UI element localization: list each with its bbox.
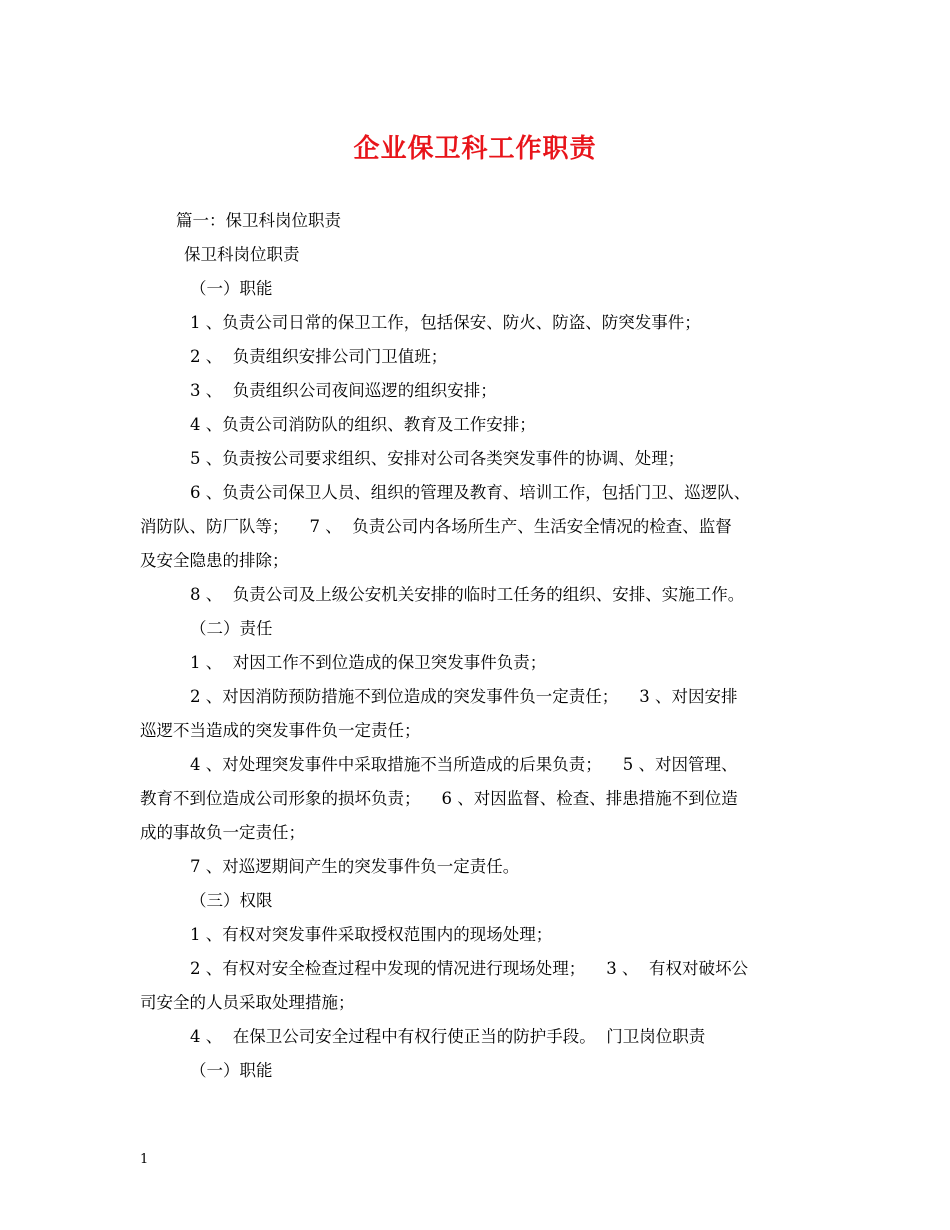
paragraph: 5 、负责按公司要求组织、安排对公司各类突发事件的协调、处理；	[190, 449, 685, 468]
paragraph-line: 司安全的人员采取处理措施；	[140, 993, 355, 1012]
paragraph: 8 、 负责公司及上级公安机关安排的临时工任务的组织、安排、实施工作。	[190, 585, 745, 604]
page-number: 1	[140, 1152, 149, 1167]
paragraph: 4 、 在保卫公司安全过程中有权行使正当的防护手段。 门卫岗位职责	[190, 1027, 706, 1046]
paragraph: 3 、 负责组织公司夜间巡逻的组织安排；	[190, 381, 497, 400]
document-title: 企业保卫科工作职责	[353, 134, 597, 164]
paragraph-line: 2 、对因消防预防措施不到位造成的突发事件负一定责任； 3 、对因安排	[190, 687, 738, 706]
paragraph: 1 、有权对突发事件采取授权范围内的现场处理；	[190, 925, 553, 944]
paragraph: 1 、负责公司日常的保卫工作，包括保安、防火、防盗、防突发事件；	[190, 313, 701, 332]
paragraph: （二）责任	[190, 619, 273, 638]
paragraph	[140, 748, 820, 850]
document-body	[140, 204, 820, 1088]
paragraph: 1 、 对因工作不到位造成的保卫突发事件负责；	[190, 653, 547, 672]
paragraph: （一）职能	[190, 279, 273, 298]
paragraph: （一）职能	[190, 1061, 273, 1080]
paragraph	[140, 476, 820, 578]
paragraph: 7 、对巡逻期间产生的突发事件负一定责任。	[190, 857, 520, 876]
paragraph-line: 6 、负责公司保卫人员、组织的管理及教育、培训工作，包括门卫、巡逻队、	[190, 483, 751, 502]
paragraph	[140, 680, 820, 748]
paragraph: 2 、 负责组织安排公司门卫值班；	[190, 347, 448, 366]
paragraph-line: 巡逻不当造成的突发事件负一定责任；	[140, 721, 421, 740]
paragraph-line: 教育不到位造成公司形象的损坏负责； 6 、对因监督、检查、排患措施不到位造	[140, 789, 738, 808]
paragraph: 4 、负责公司消防队的组织、教育及工作安排；	[190, 415, 536, 434]
paragraph: 保卫科岗位职责	[184, 245, 300, 264]
paragraph-line: 成的事故负一定责任；	[140, 823, 305, 842]
paragraph-line: 消防队、防厂队等； 7 、 负责公司内各场所生产、生活安全情况的检查、监督	[140, 517, 732, 536]
paragraph: （三）权限	[190, 891, 273, 910]
paragraph	[140, 952, 820, 1020]
paragraph-line: 及安全隐患的排除；	[140, 551, 289, 570]
paragraph: 篇一：保卫科岗位职责	[176, 211, 341, 230]
paragraph-line: 4 、对处理突发事件中采取措施不当所造成的后果负责； 5 、对因管理、	[190, 755, 738, 774]
paragraph-line: 2 、有权对安全检查过程中发现的情况进行现场处理； 3 、 有权对破坏公	[190, 959, 748, 978]
